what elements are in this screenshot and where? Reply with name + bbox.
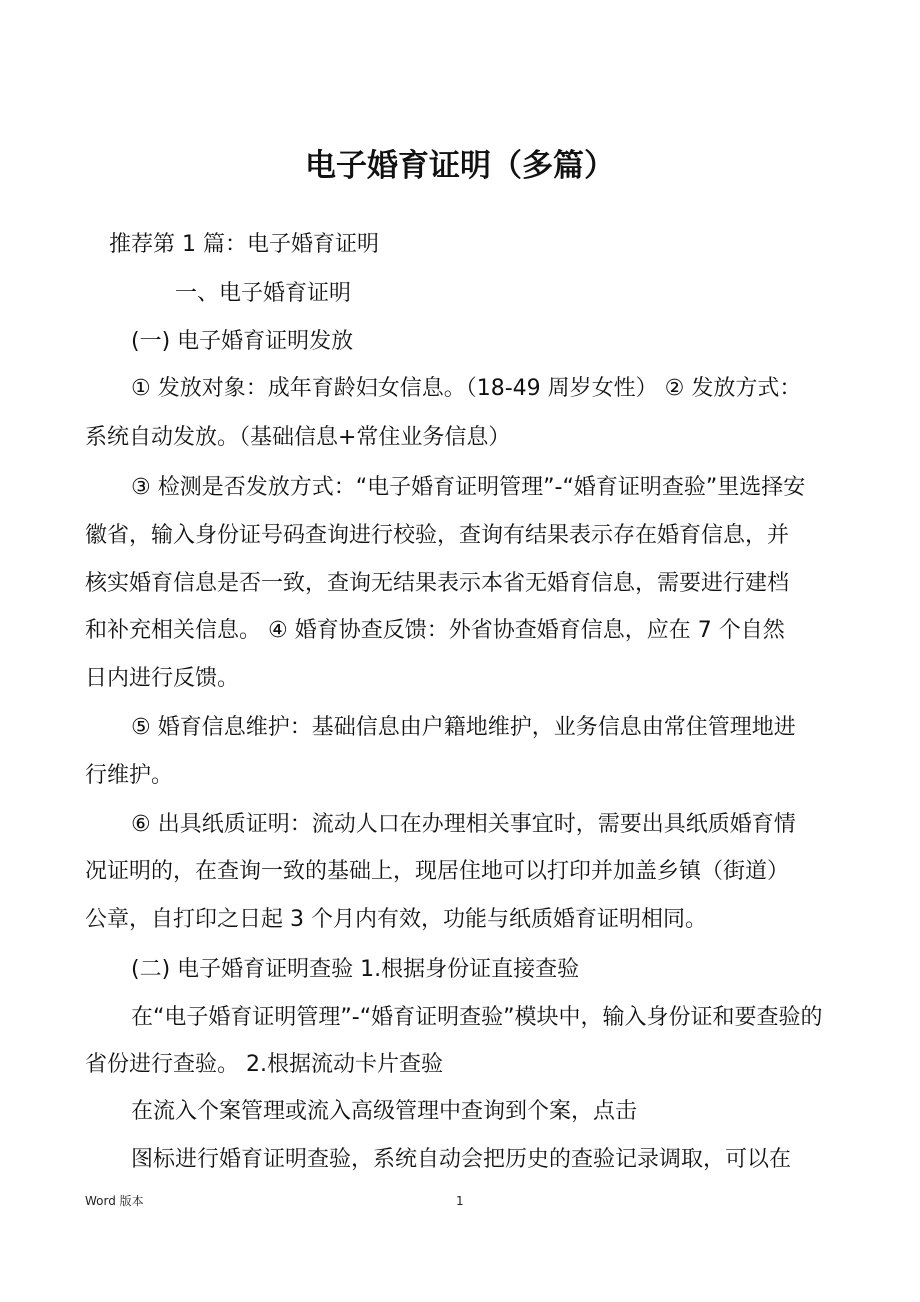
paragraph-line: 在“电子婚育证明管理”-“婚育证明查验”模块中，输入身份证和要查验的 (131, 1005, 823, 1030)
document-title: 电子婚育证明（多篇） (305, 148, 615, 184)
paragraph-line: ① 发放对象：成年育龄妇女信息。（18-49 周岁女性） ② 发放方式： (131, 376, 802, 401)
paragraph-line: 徽省，输入身份证号码查询进行校验，查询有结果表示存在婚育信息，并 (85, 523, 790, 548)
footer-version-label: Word 版本 (85, 1194, 144, 1208)
paragraph-line: ③ 检测是否发放方式：“电子婚育证明管理”-“婚育证明查验”里选择安 (131, 475, 806, 500)
paragraph-line: 在流入个案管理或流入高级管理中查询到个案，点击 (131, 1099, 638, 1124)
paragraph-line: 省份进行查验。 2.根据流动卡片查验 (85, 1052, 443, 1077)
paragraph-line: (一) 电子婚育证明发放 (131, 329, 354, 354)
paragraph-line: 系统自动发放。（基础信息+常住业务信息） (85, 425, 511, 450)
paragraph-line: ⑤ 婚育信息维护：基础信息由户籍地维护，业务信息由常住管理地进 (131, 715, 796, 740)
paragraph-line: 图标进行婚育证明查验，系统自动会把历史的查验记录调取，可以在 (131, 1147, 792, 1172)
paragraph-line: 核实婚育信息是否一致，查询无结果表示本省无婚育信息，需要进行建档 (85, 571, 790, 596)
paragraph-line: 公章，自打印之日起 3 个月内有效，功能与纸质婚育证明相同。 (85, 907, 707, 932)
paragraph-line: (二) 电子婚育证明查验 1.根据身份证直接查验 (131, 957, 580, 982)
footer-page-number: 1 (456, 1194, 464, 1208)
paragraph-line: 日内进行反馈。 (85, 666, 240, 691)
paragraph-line: 一、电子婚育证明 (175, 281, 352, 306)
paragraph-line: 和补充相关信息。 ④ 婚育协查反馈：外省协查婚育信息，应在 7 个自然 (85, 618, 785, 643)
paragraph-line: 推荐第 1 篇：电子婚育证明 (109, 232, 379, 257)
paragraph-line: ⑥ 出具纸质证明：流动人口在办理相关事宜时，需要出具纸质婚育情 (131, 812, 796, 837)
paragraph-line: 况证明的，在查询一致的基础上，现居住地可以打印并加盖乡镇（街道） (85, 859, 790, 884)
paragraph-line: 行维护。 (85, 763, 174, 788)
